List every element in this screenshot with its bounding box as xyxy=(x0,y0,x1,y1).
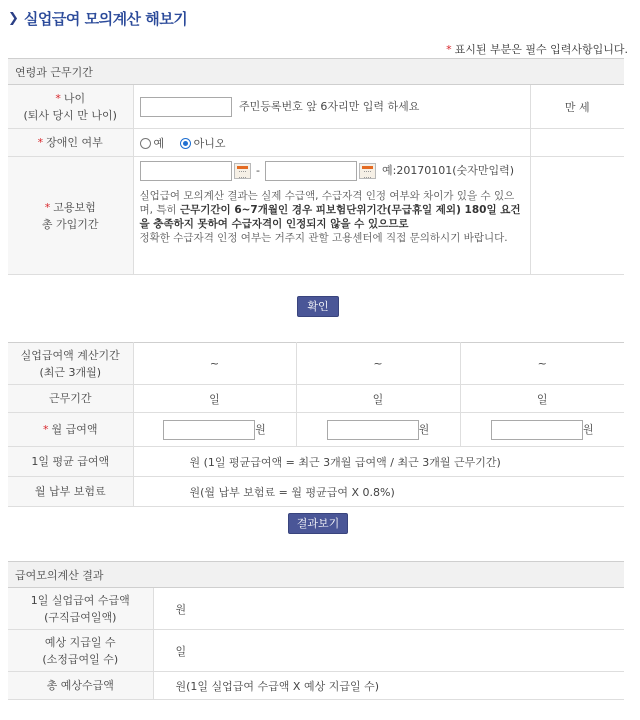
disability-no-label[interactable]: 아니오 xyxy=(193,136,226,150)
total-value: 원(1일 실업급여 수급액 X 예상 지급일 수) xyxy=(153,672,624,700)
won-unit: 원 xyxy=(582,422,594,436)
age-label-line1: 나이 xyxy=(63,91,86,105)
section-result xyxy=(8,561,624,700)
insurance-label-line2: 총 가입기간 xyxy=(41,217,99,231)
birthdate-hint: 주민등록번호 앞 6자리만 입력 하세요 xyxy=(239,99,420,113)
monthly-salary-row xyxy=(8,413,624,447)
monthly-salary-label-text: 월 급여액 xyxy=(51,423,98,436)
monthly-salary-cell-1 xyxy=(133,413,296,447)
daily-avg-row xyxy=(8,447,624,477)
section-header-row xyxy=(8,59,624,85)
daily-avg-label: 1일 평균 급여액 xyxy=(8,447,133,477)
expected-days-label xyxy=(8,630,153,672)
info-text-contact: 정확한 수급자격 인정 여부는 거주지 관할 고용센터에 직접 문의하시기 바랍니다. xyxy=(139,232,508,244)
required-mark: * xyxy=(37,136,44,149)
age-row xyxy=(8,85,624,129)
calendar-icon[interactable] xyxy=(234,163,251,179)
expected-days-label-line2: (소정급여일 수) xyxy=(42,652,119,666)
daily-benefit-label xyxy=(8,588,153,630)
age-result: 만 세 xyxy=(530,85,624,129)
view-result-button[interactable]: 결과보기 xyxy=(288,513,348,534)
monthly-premium-value: 원(월 납부 보험료 = 월 평균급여 X 0.8%) xyxy=(133,477,624,507)
insurance-empty-cell xyxy=(530,157,624,275)
work-period-label: 근무기간 xyxy=(8,385,133,413)
monthly-salary-input-1[interactable] xyxy=(163,420,255,440)
chevron-right-icon: ❯ xyxy=(8,10,19,26)
age-label xyxy=(8,85,133,129)
expected-days-row xyxy=(8,630,624,672)
daily-benefit-label-line2: (구직급여일액) xyxy=(44,610,117,624)
date-format-hint: 예:20170101(숫자만입력) xyxy=(381,164,515,177)
required-note-text: 표시된 부분은 필수 입력사항입니다. xyxy=(454,43,628,56)
monthly-salary-cell-2 xyxy=(296,413,460,447)
period-3: ~ xyxy=(460,343,624,385)
disability-label-text: 장애인 여부 xyxy=(46,136,103,149)
work-period-row xyxy=(8,385,624,413)
disability-row xyxy=(8,129,624,157)
monthly-salary-input-2[interactable] xyxy=(327,420,419,440)
calc-period-label xyxy=(8,343,133,385)
total-row xyxy=(8,672,624,700)
insurance-end-date-input[interactable] xyxy=(265,161,357,181)
birthdate-input[interactable] xyxy=(140,97,232,117)
required-mark: * xyxy=(44,200,51,214)
expected-days-value: 일 xyxy=(153,630,624,672)
confirm-button[interactable]: 확인 xyxy=(297,296,339,317)
section-header-row xyxy=(8,562,624,588)
expected-days-label-line1: 예상 지급일 수 xyxy=(44,635,116,649)
calc-period-label-line1: 실업급여액 계산기간 xyxy=(20,348,120,362)
page-title-text: 실업급여 모의계산 해보기 xyxy=(23,9,188,28)
monthly-premium-label: 월 납부 보험료 xyxy=(8,477,133,507)
calc-period-row xyxy=(8,343,624,385)
required-mark: * xyxy=(42,423,49,436)
insurance-label xyxy=(8,157,133,275)
disability-yes-radio[interactable] xyxy=(140,138,151,149)
work-days-1: 일 xyxy=(133,385,296,413)
period-1: ~ xyxy=(133,343,296,385)
age-label-line2: (퇴사 당시 만 나이) xyxy=(23,108,117,122)
required-note xyxy=(446,41,628,57)
disability-yes-label[interactable]: 예 xyxy=(153,136,165,150)
insurance-info-text xyxy=(140,189,530,245)
page-title xyxy=(8,6,187,30)
monthly-salary-label xyxy=(8,413,133,447)
section-header-age-work: 연령과 근무기간 xyxy=(8,59,624,85)
work-days-2: 일 xyxy=(296,385,460,413)
insurance-input-cell xyxy=(133,157,530,275)
disability-empty-cell xyxy=(530,129,624,157)
disability-options xyxy=(133,129,530,157)
info-text-bold: 근무기간이 6~7개월인 경우 피보험단위기간(무급휴일 제외) 180일 요건을 충족하지 못하여 수급자격이 인정되지 않을 수 있으므로 xyxy=(139,204,521,230)
insurance-start-date-input[interactable] xyxy=(140,161,232,181)
won-unit: 원 xyxy=(255,422,266,436)
info-text-normal: 실업급여 모의계산 결과는 실제 수급액, 수급자격 인정 여부와 차이가 있을 수 있으며, 특히 xyxy=(139,190,515,216)
calendar-icon[interactable] xyxy=(359,163,376,179)
section-salary-calculation xyxy=(8,342,624,507)
required-mark: * xyxy=(55,91,61,105)
daily-avg-value: 원 (1일 평균급여액 = 최근 3개월 급여액 / 최근 3개월 근무기간) xyxy=(133,447,624,477)
date-separator: - xyxy=(256,164,260,177)
monthly-salary-cell-3 xyxy=(460,413,624,447)
work-days-3: 일 xyxy=(460,385,624,413)
insurance-row xyxy=(8,157,624,275)
daily-benefit-label-line1: 1일 실업급여 수급액 xyxy=(30,593,130,607)
disability-no-radio[interactable] xyxy=(180,138,191,149)
disability-label xyxy=(8,129,133,157)
daily-benefit-row xyxy=(8,588,624,630)
monthly-salary-input-3[interactable] xyxy=(491,420,583,440)
total-label: 총 예상수급액 xyxy=(8,672,153,700)
age-input-cell xyxy=(133,85,530,129)
section-age-work-period xyxy=(8,58,624,275)
insurance-label-line1: 고용보험 xyxy=(53,200,96,214)
period-2: ~ xyxy=(296,343,460,385)
won-unit: 원 xyxy=(418,422,430,436)
calc-period-label-line2: (최근 3개월) xyxy=(39,365,102,379)
daily-benefit-value: 원 xyxy=(153,588,624,630)
section-header-result: 급여모의계산 결과 xyxy=(8,562,624,588)
required-mark: * xyxy=(446,43,452,56)
monthly-premium-row xyxy=(8,477,624,507)
